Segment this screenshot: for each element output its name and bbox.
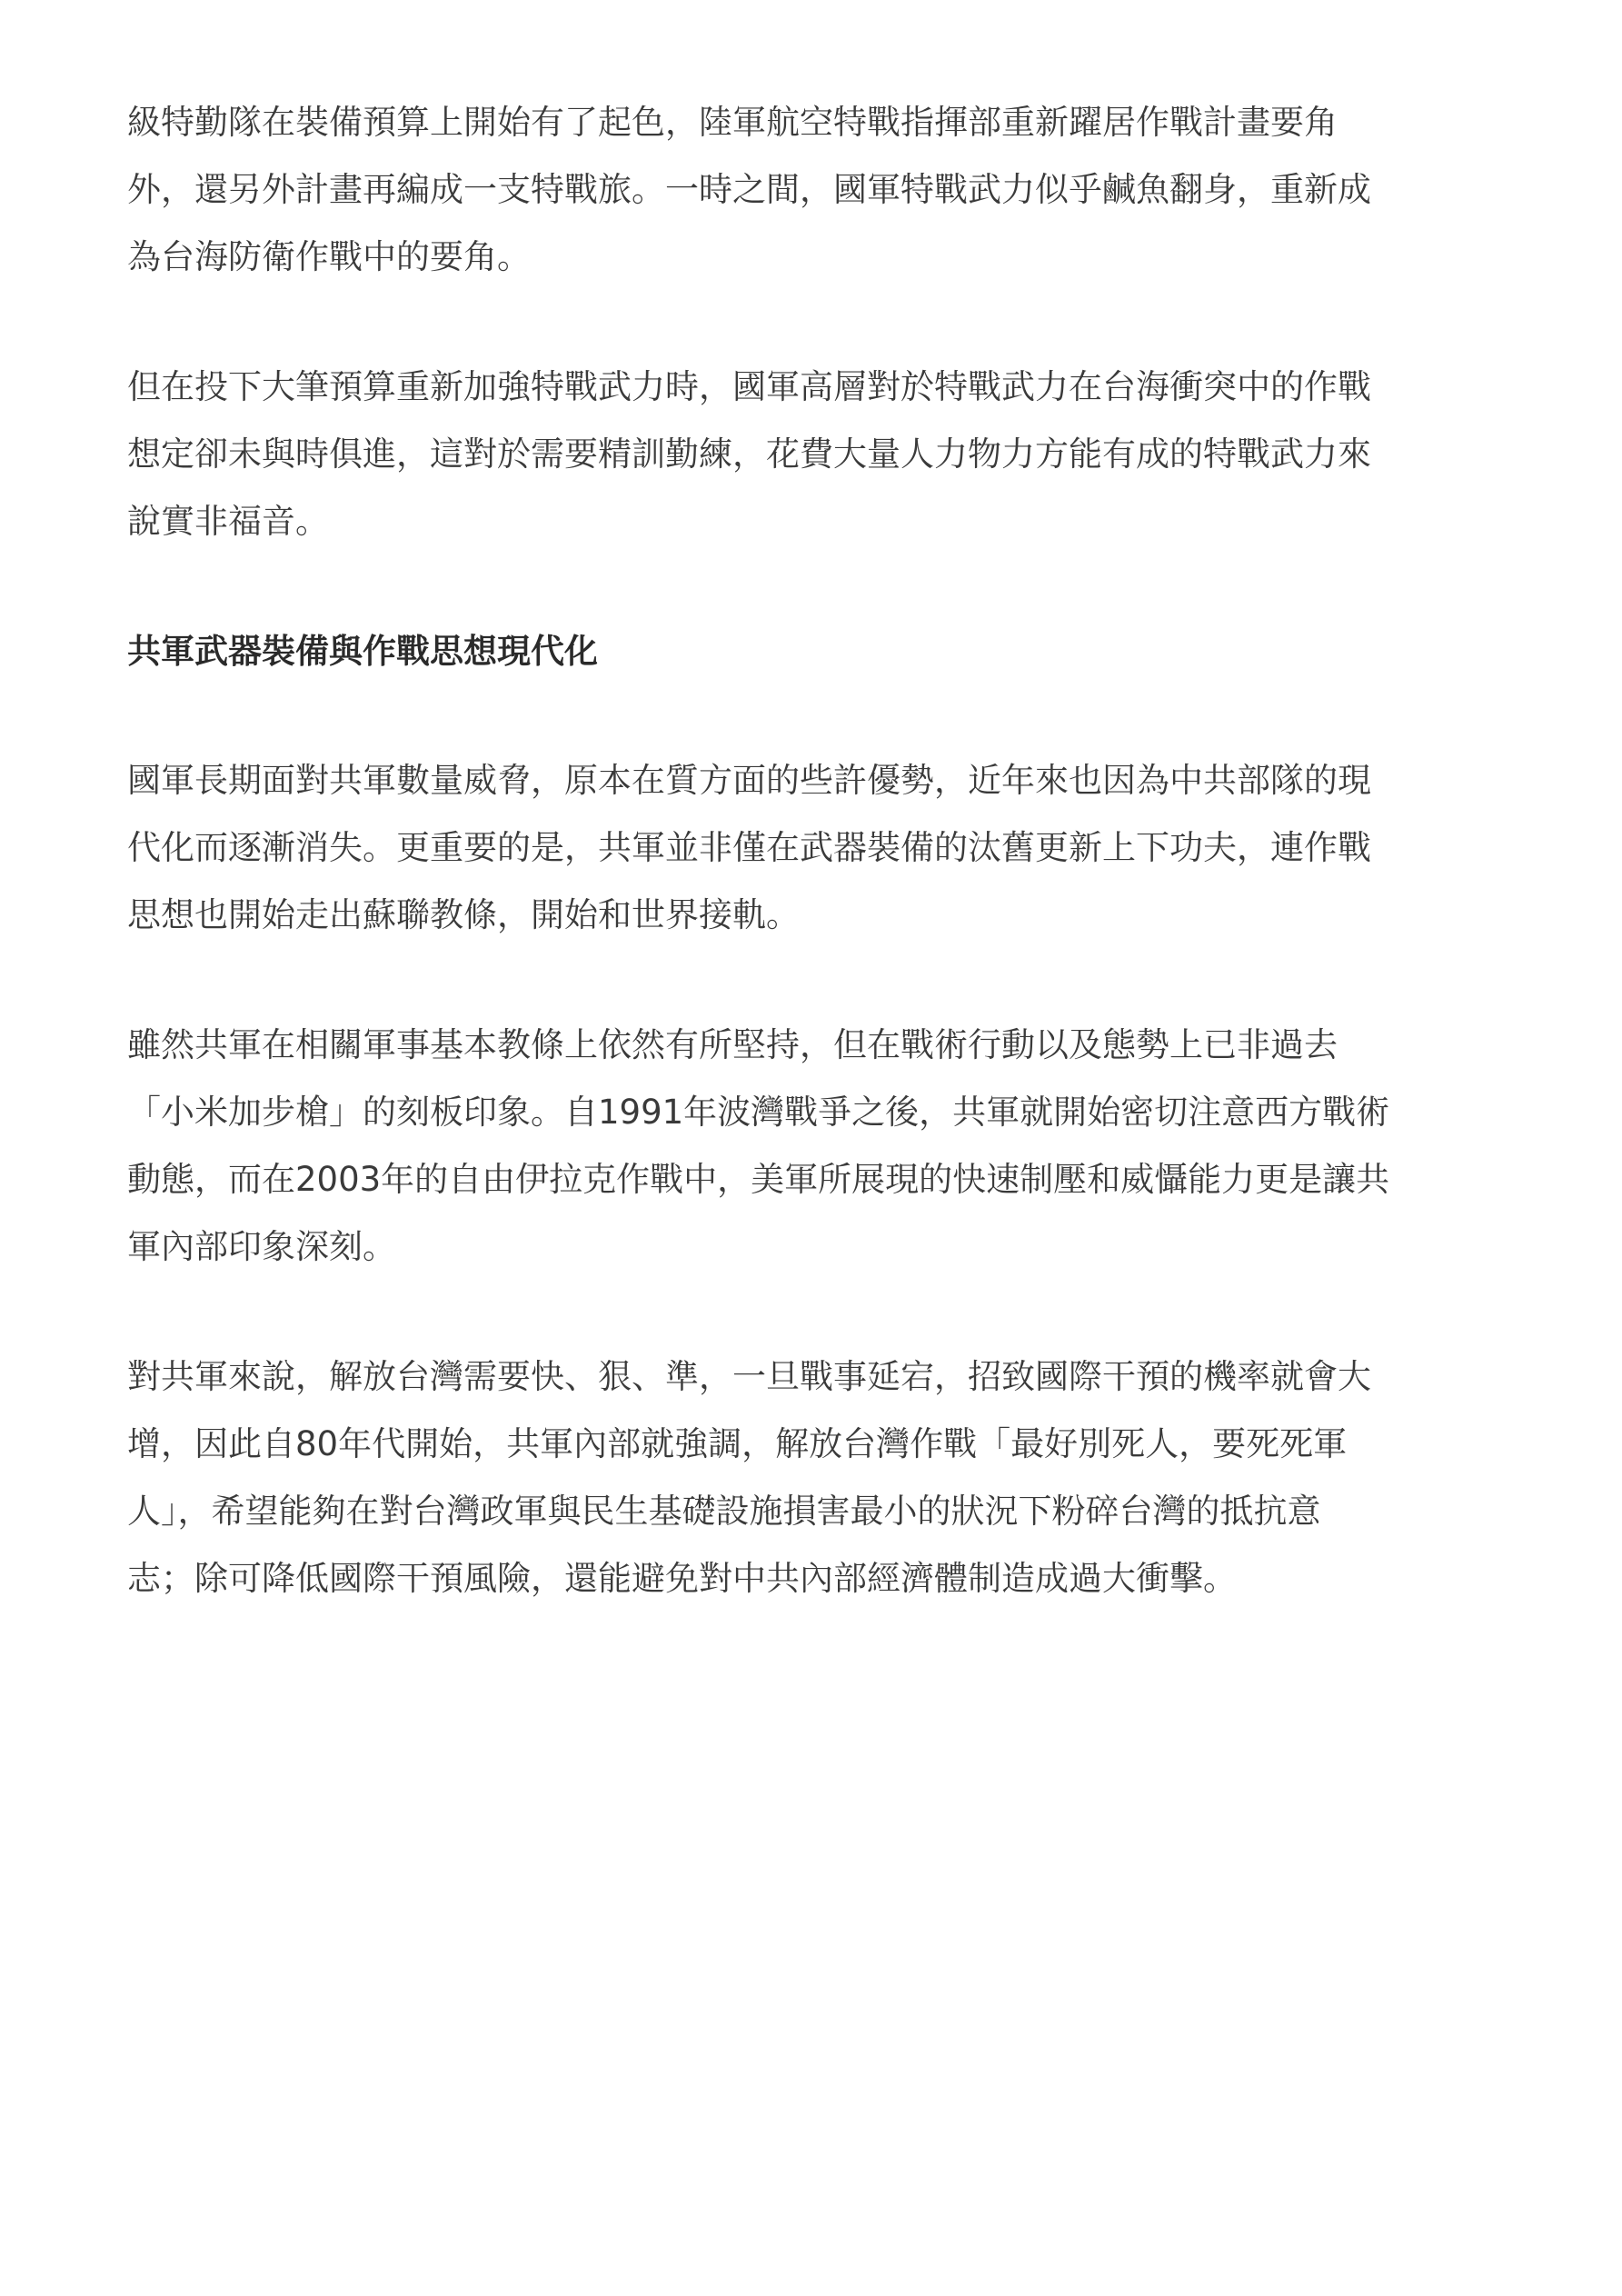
- paragraph-4-line-2: 「小米加步槍」的刻板印象。自1991年波灣戰爭之後，共軍就開始密切注意西方戰術: [127, 1093, 1390, 1132]
- paragraph-2-line-2: 想定卻未與時俱進，這對於需要精訓勤練，花費大量人力物力方能有成的特戰武力來: [127, 434, 1371, 474]
- paragraph-3-line-1: 國軍長期面對共軍數量威脅，原本在質方面的些許優勢，近年來也因為中共部隊的現: [127, 761, 1371, 800]
- paragraph-1-line-1: 級特勤隊在裝備預算上開始有了起色，陸軍航空特戰指揮部重新躍居作戰計畫要角: [127, 103, 1338, 142]
- paragraph-1-line-2: 外，還另外計畫再編成一支特戰旅。一時之間，國軍特戰武力似乎鹹魚翻身，重新成: [127, 170, 1371, 209]
- paragraph-4: [127, 1012, 1508, 1281]
- paragraph-1: [127, 89, 1508, 291]
- paragraph-5: [127, 1343, 1508, 1612]
- paragraph-5-line-1: 對共軍來說，解放台灣需要快、狠、準，一旦戰事延宕，招致國際干預的機率就會大: [127, 1357, 1371, 1396]
- paragraph-3-line-2: 代化而逐漸消失。更重要的是，共軍並非僅在武器裝備的汰舊更新上下功夫，連作戰: [127, 828, 1371, 867]
- paragraph-5-line-2: 增，因此自80年代開始，共軍內部就強調，解放台灣作戰「最好別死人，要死死軍: [127, 1424, 1348, 1463]
- paragraph-3: [127, 747, 1508, 949]
- paragraph-4-line-1: 雖然共軍在相關軍事基本教條上依然有所堅持，但在戰術行動以及態勢上已非過去: [127, 1025, 1338, 1064]
- paragraph-2-line-3: 說實非福音。: [127, 502, 329, 541]
- section-heading-text: 共軍武器裝備與作戰思想現代化: [127, 632, 598, 671]
- paragraph-2-line-1: 但在投下大筆預算重新加強特戰武力時，國軍高層對於特戰武力在台海衝突中的作戰: [127, 367, 1371, 406]
- paragraph-5-line-4: 志；除可降低國際干預風險，還能避免對中共內部經濟體制造成過大衝擊。: [127, 1559, 1237, 1598]
- paragraph-4-line-3: 動態，而在2003年的自由伊拉克作戰中，美軍所展現的快速制壓和威懾能力更是讓共: [127, 1160, 1390, 1199]
- section-heading: [127, 618, 1508, 685]
- paragraph-4-line-4: 軍內部印象深刻。: [127, 1227, 396, 1266]
- paragraph-3-line-3: 思想也開始走出蘇聯教條，開始和世界接軌。: [127, 895, 800, 934]
- paragraph-2: [127, 354, 1508, 555]
- paragraph-1-line-3: 為台海防衛作戰中的要角。: [127, 237, 531, 276]
- article-body: [127, 89, 1508, 1675]
- paragraph-5-line-3: 人」，希望能夠在對台灣政軍與民生基礎設施損害最小的狀況下粉碎台灣的抵抗意: [127, 1492, 1321, 1531]
